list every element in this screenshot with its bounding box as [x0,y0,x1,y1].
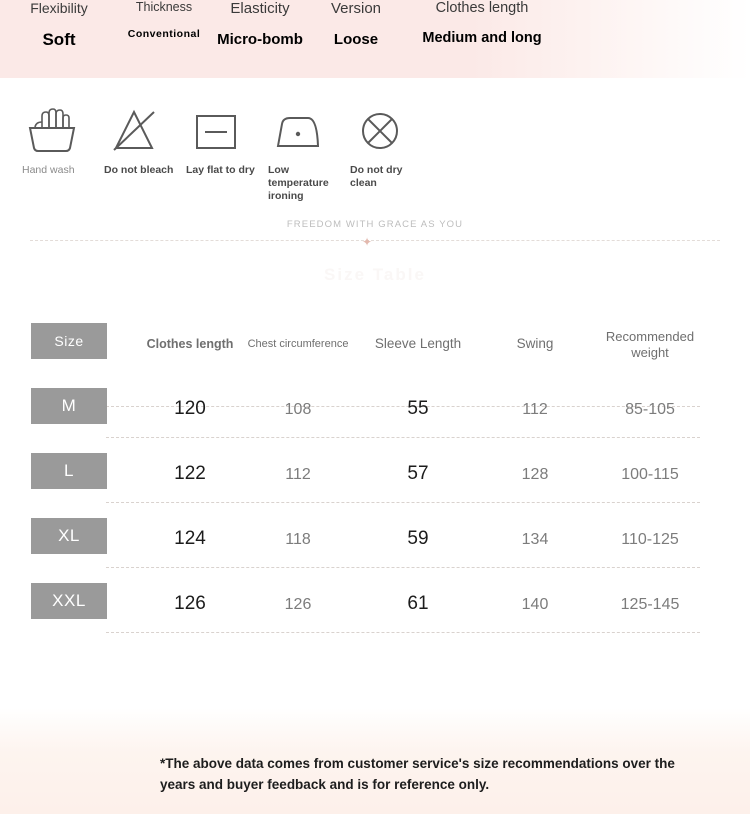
cell-recommended-weight: 125-145 [620,595,680,613]
care-label: Do not bleach [104,164,174,176]
cell-size: M [31,388,107,424]
cell-clothes-length: 120 [174,398,206,420]
lay-flat-to-dry-icon [186,104,246,156]
attribute-value: Medium and long [422,30,542,46]
attribute-value: Micro-bomb [217,31,303,48]
size-table [0,312,750,637]
header-clothes-length: Clothes length [146,337,234,351]
care-item-do-not-bleach [104,104,186,203]
do-not-dry-clean-icon [350,104,410,156]
attribute-label: Flexibility [30,0,88,16]
attribute-version [310,0,402,48]
cell-swing: 128 [521,465,549,483]
cell-recommended-weight: 85-105 [625,400,675,418]
row-divider-bottom [106,437,700,438]
hand-wash-icon [22,104,82,156]
cell-chest-circumference: 108 [284,400,312,418]
cell-size: XL [31,518,107,554]
care-label: Low temperature ironing [268,164,329,203]
care-label: Hand wash [22,164,75,176]
cell-size: XXL [31,583,107,619]
care-label: Lay flat to dry [186,164,255,176]
cell-clothes-length: 126 [174,593,206,615]
row-divider-bottom [106,502,700,503]
table-row [0,377,750,442]
cell-swing: 134 [521,530,549,548]
cell-chest-circumference: 118 [285,530,311,548]
footer-disclaimer: *The above data comes from customer service's size recommendations over the years and buyer feedback and is for reference only. [160,756,675,792]
table-header-row [0,312,750,377]
attribute-thickness [118,0,210,40]
header-recommended-weight: Recommended weight [605,328,695,360]
attribute-label: Clothes length [435,0,529,16]
do-not-bleach-icon [104,104,164,156]
attribute-value: Soft [42,30,76,49]
care-instructions-row [22,104,442,203]
cell-recommended-weight: 100-115 [621,465,679,483]
header-swing: Swing [516,336,554,352]
table-row [0,572,750,637]
header-chest-circumference: Chest circumference [247,337,349,350]
section-divider [30,240,720,242]
header-sleeve-length: Sleeve Length [374,336,462,352]
cell-sleeve-length: 59 [407,528,429,550]
attribute-label: Elasticity [230,0,290,17]
attribute-value: Conventional [127,28,201,40]
care-label: Do not dry clean [350,164,403,190]
brand-slogan: FREEDOM WITH GRACE AS YOU [286,219,464,230]
care-item-do-not-dry-clean [350,104,432,203]
cell-recommended-weight: 110-125 [621,530,679,548]
size-table-title: Size Table [324,265,426,284]
cell-sleeve-length: 55 [407,398,429,420]
cell-clothes-length: 124 [174,528,206,550]
row-divider-bottom [106,632,700,633]
care-item-low-temperature-ironing [268,104,350,203]
attribute-label: Version [330,0,382,17]
cell-sleeve-length: 57 [407,463,429,485]
table-row [0,507,750,572]
header-size: Size [31,323,107,359]
attributes-row [0,0,750,78]
attribute-clothes-length [402,0,562,46]
cell-size: L [31,453,107,489]
attribute-value: Loose [333,31,379,48]
cell-swing: 140 [521,595,549,613]
low-temperature-ironing-icon [268,104,328,156]
attribute-elasticity [210,0,310,48]
care-item-hand-wash [22,104,104,203]
attribute-flexibility [0,0,118,50]
cell-chest-circumference: 126 [284,595,312,613]
table-row [0,442,750,507]
diamond-ornament-icon: ✦ [361,235,373,249]
attribute-label: Thickness [135,0,193,14]
cell-chest-circumference: 112 [285,465,311,483]
cell-clothes-length: 122 [174,463,206,485]
cell-sleeve-length: 61 [407,593,429,615]
row-divider-bottom [106,567,700,568]
cell-swing: 112 [522,400,548,418]
care-item-lay-flat-to-dry [186,104,268,203]
